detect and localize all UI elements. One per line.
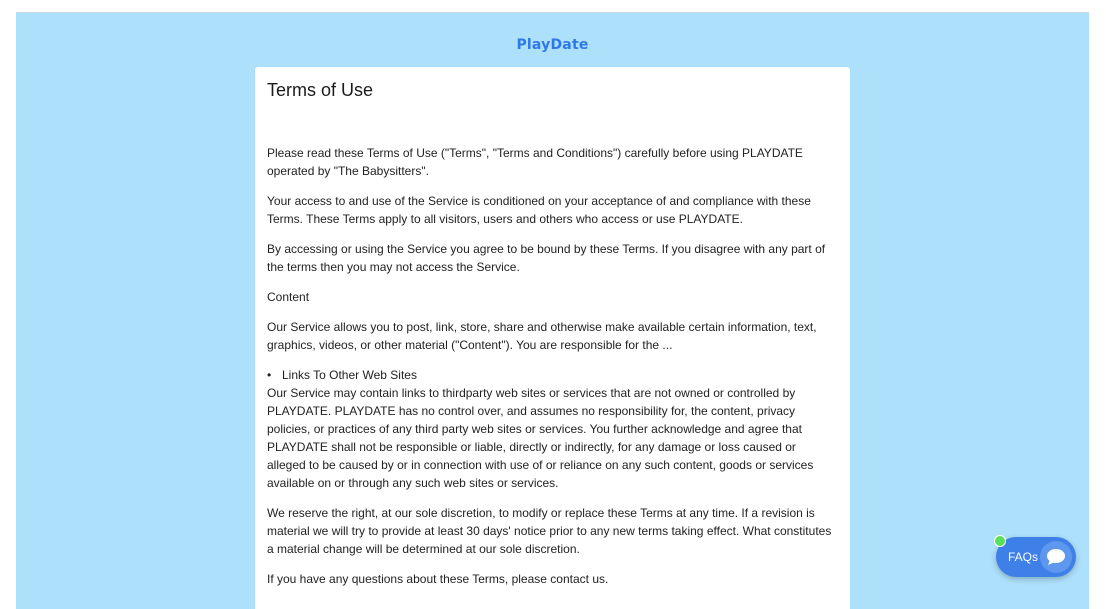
faq-button[interactable] — [996, 537, 1076, 577]
terms-card — [255, 67, 850, 609]
content-paragraph: Our Service allows you to post, link, store, share and otherwise make available certain information, text, graphics, videos, or other material ("Content"). You are responsible for the ... — [267, 320, 817, 352]
access-paragraph: Your access to and use of the Service is conditioned on your acceptance of and compliance with these Terms. These Terms apply to all visitors, users and others who access or use PLAYDATE. — [267, 194, 811, 226]
intro-paragraph: Please read these Terms of Use ("Terms", "Terms and Conditions") carefully before using PLAYDATE operated by "The Babysitters". — [267, 146, 803, 178]
faq-label: FAQs — [1008, 550, 1039, 564]
contact-paragraph: If you have any questions about these Terms, please contact us. — [267, 572, 609, 586]
page-background — [16, 12, 1089, 609]
page-title: Terms of Use — [267, 80, 374, 100]
terms-content — [267, 144, 835, 600]
changes-paragraph: We reserve the right, at our sole discretion, to modify or replace these Terms at any time. If a revision is material we will try to provide at least 30 days' notice prior to any new terms taking effect. What constitutes a material change will be determined at our sole discretion. — [267, 506, 832, 556]
chat-bubble-icon[interactable] — [1040, 541, 1072, 573]
links-paragraph: Our Service may contain links to thirdparty web sites or services that are not owned or controlled by PLAYDATE. PLAYDATE has no control over, and assumes no responsibility for, the content, privacy policies, or practices of any third party web sites or services. You further acknowledge and agree that PLAYDATE shall not be responsible or liable, directly or indirectly, for any damage or loss caused or alleged to be caused by or in connection with use of or reliance on any such content, goods or services available on or through any such web sites or services. — [267, 386, 814, 490]
section-list — [267, 366, 835, 384]
online-indicator-icon — [994, 535, 1006, 547]
agreement-paragraph: By accessing or using the Service you agree to be bound by these Terms. If you disagree with any part of the terms then you may not access the Service. — [267, 242, 826, 274]
list-item — [267, 366, 835, 384]
bullet-icon: • — [267, 368, 272, 382]
list-item-label: Links To Other Web Sites — [282, 368, 417, 382]
brand-logo[interactable]: PlayDate — [516, 37, 589, 53]
content-heading: Content — [267, 290, 310, 304]
